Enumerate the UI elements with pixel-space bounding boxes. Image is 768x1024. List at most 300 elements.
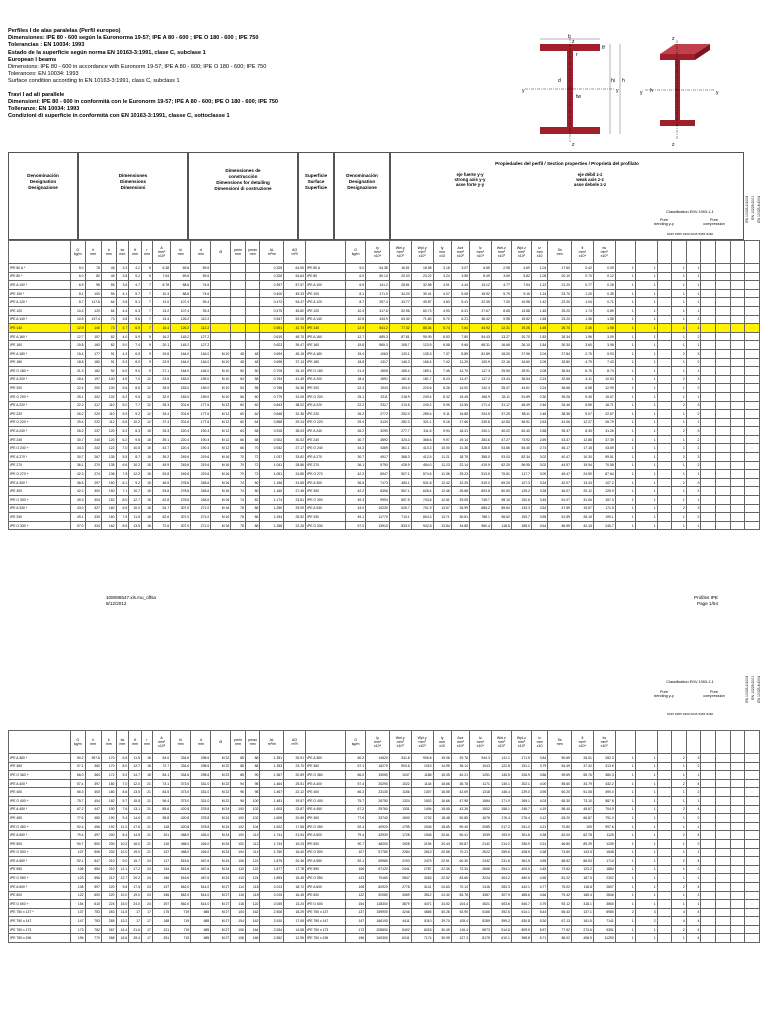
table-cell bbox=[715, 470, 730, 479]
table-cell: 412.5 bbox=[411, 453, 433, 462]
table-cell: 2 bbox=[635, 917, 657, 926]
table-row bbox=[9, 839, 760, 848]
table-cell: 331.0 bbox=[191, 788, 211, 797]
table-cell bbox=[730, 367, 745, 376]
table-cell: IPE 80 A * bbox=[9, 264, 71, 273]
table-cell: 3 bbox=[686, 754, 701, 763]
table-cell: 4 bbox=[686, 934, 701, 943]
table-cell: 15.88 bbox=[451, 410, 469, 419]
table-cell: 145.2 bbox=[171, 341, 191, 350]
table-cell: 0.547 bbox=[260, 315, 284, 324]
table-cell: 249.6 bbox=[171, 453, 191, 462]
drawing-label: tw bbox=[576, 94, 581, 100]
table-cell: 1 bbox=[635, 315, 657, 324]
table-cell: 37.39 bbox=[593, 435, 615, 444]
table-cell: 1 bbox=[615, 306, 635, 315]
table-cell: 1 bbox=[615, 771, 635, 780]
table-cell: 177.6 bbox=[191, 418, 211, 427]
table-cell bbox=[657, 857, 672, 866]
table-cell: IPE A 220 * bbox=[9, 401, 71, 410]
table-cell: 903.6 bbox=[389, 762, 411, 771]
drawing-label: hi bbox=[611, 78, 615, 84]
table-cell: 3.34 bbox=[531, 478, 547, 487]
table-cell: 12.7 bbox=[129, 496, 142, 505]
table-cell: 17.2 bbox=[129, 865, 142, 874]
table-cell: 745.7 bbox=[469, 496, 491, 505]
table-cell bbox=[730, 521, 745, 530]
table-cell: 83.66 bbox=[451, 874, 469, 883]
table-cell: IPE A 550 * bbox=[9, 857, 71, 866]
table-cell: 125.9 bbox=[593, 487, 615, 496]
table-cell: 24.52 bbox=[433, 900, 451, 909]
table-cell: 19.25 bbox=[511, 324, 531, 333]
table-cell: 74 bbox=[231, 496, 246, 505]
table-cell: 93.4 bbox=[191, 306, 211, 315]
table-row bbox=[9, 513, 760, 522]
table-header-row bbox=[9, 731, 760, 754]
table-cell bbox=[701, 762, 716, 771]
table-cell: 18.29 bbox=[284, 908, 306, 917]
table-cell: 226.9 bbox=[511, 771, 531, 780]
table-cell: IPE O 400 bbox=[306, 796, 346, 805]
table-cell: 98 bbox=[245, 788, 260, 797]
table-cell bbox=[715, 461, 730, 470]
table-cell: 1 bbox=[672, 822, 687, 831]
table-cell: 467.6 bbox=[191, 857, 211, 866]
table-cell: 118.6 bbox=[491, 521, 511, 530]
table-row bbox=[9, 349, 760, 358]
table-cell bbox=[730, 427, 745, 436]
table-cell bbox=[657, 917, 672, 926]
table-cell: 958.8 bbox=[511, 934, 531, 943]
table-cell: 1 bbox=[635, 341, 657, 350]
table-cell: 240.1 bbox=[469, 427, 491, 436]
table-cell: 45.67 bbox=[572, 805, 594, 814]
table-cell: 373.0 bbox=[171, 796, 191, 805]
table-cell: 7.00 bbox=[491, 298, 511, 307]
table-cell: 1 bbox=[635, 281, 657, 290]
table-cell: 5.0 bbox=[116, 341, 129, 350]
table-cell: 6980 bbox=[593, 908, 615, 917]
table-cell: 1.174 bbox=[260, 496, 284, 505]
table-cell bbox=[745, 496, 760, 505]
table-cell: 21 bbox=[142, 788, 153, 797]
table-cell: 16.66 bbox=[433, 779, 451, 788]
table-cell: 16.2 bbox=[152, 332, 170, 341]
table-cell: 468.0 bbox=[171, 839, 191, 848]
table-cell: 44.57 bbox=[548, 461, 572, 470]
header-dimensions-it: Dimensioni: IPE 80 - 600 in conformità con le Euronorm 19-57; IPE A 80 - 600; IPE O 180 - 600; IPE 750 bbox=[8, 98, 279, 105]
table-cell: 556 bbox=[85, 874, 101, 883]
table-cell bbox=[701, 891, 716, 900]
table-cell: 1 bbox=[615, 358, 635, 367]
table-cell: 809.9 bbox=[511, 925, 531, 934]
table-cell: 49.3 bbox=[346, 496, 366, 505]
table-cell: 719 bbox=[171, 917, 191, 926]
weak-axis-label: eje débil z-z weak axis z-z asse debole z-z bbox=[573, 172, 607, 187]
table-cell: 33.4 bbox=[152, 410, 170, 419]
table-cell: 4471 bbox=[411, 900, 433, 909]
table-cell: 276.4 bbox=[511, 814, 531, 823]
table-cell: 14.4 bbox=[116, 925, 129, 934]
table-cell: 54.49 bbox=[548, 762, 572, 771]
table-cell bbox=[730, 839, 745, 848]
table-cell bbox=[730, 814, 745, 823]
table-cell: 66 bbox=[231, 435, 246, 444]
table-cell: 36.54 bbox=[511, 375, 531, 384]
table-cell: M 10 bbox=[211, 392, 231, 401]
table-cell: 2 bbox=[672, 925, 687, 934]
table-cell: 0.28 bbox=[593, 281, 615, 290]
table-cell: 3.64 bbox=[531, 521, 547, 530]
table-cell bbox=[657, 470, 672, 479]
table-cell: 19.23 bbox=[284, 839, 306, 848]
table-cell: 146.0 bbox=[191, 349, 211, 358]
table-cell: 28.3 bbox=[152, 401, 170, 410]
table-cell bbox=[730, 435, 745, 444]
pure-bending-label: Pure bending y-y bbox=[654, 218, 674, 226]
table-cell: 2 bbox=[672, 401, 687, 410]
table-cell: 1 bbox=[672, 814, 687, 823]
table-cell: 428.9 bbox=[389, 461, 411, 470]
table-cell bbox=[657, 418, 672, 427]
table-row bbox=[9, 754, 760, 763]
table-row bbox=[9, 900, 760, 909]
ipe-table-2 bbox=[8, 730, 760, 943]
table-cell: 4 bbox=[686, 882, 701, 891]
table-cell: 24.85 bbox=[284, 470, 306, 479]
table-cell: 307.0 bbox=[171, 504, 191, 513]
table-cell: 46 bbox=[101, 272, 116, 281]
table-cell: 34.88 bbox=[451, 521, 469, 530]
table-cell bbox=[231, 264, 246, 273]
table-cell: 4 bbox=[686, 805, 701, 814]
table-cell: 92.12 bbox=[548, 900, 572, 909]
table-cell: 12.0 bbox=[116, 848, 129, 857]
table-cell: 1 bbox=[615, 392, 635, 401]
table-cell: 42930 bbox=[366, 831, 390, 840]
table-cell: 5.9 bbox=[116, 410, 129, 419]
table-cell: 1 bbox=[635, 298, 657, 307]
table-cell: 2 bbox=[615, 908, 635, 917]
table-cell bbox=[657, 435, 672, 444]
table-cell: 1.04 bbox=[531, 264, 547, 273]
table-cell: 1 bbox=[615, 384, 635, 393]
table-cell: 2 bbox=[672, 779, 687, 788]
table-cell bbox=[730, 478, 745, 487]
table-cell: 27.84 bbox=[548, 349, 572, 358]
table-cell: 404 bbox=[85, 796, 101, 805]
table-cell: 2.23 bbox=[531, 375, 547, 384]
table-cell: 12.70 bbox=[451, 367, 469, 376]
table-cell: 24 bbox=[142, 865, 153, 874]
table-cell: 18.8 bbox=[70, 358, 85, 367]
table-cell: M 24 bbox=[211, 874, 231, 883]
table-cell bbox=[231, 324, 246, 333]
table-cell: 21.3 bbox=[346, 367, 366, 376]
table-cell: 137 bbox=[152, 882, 170, 891]
table-cell: 1 bbox=[672, 281, 687, 290]
header-title-it: Travi I ad ali parallele bbox=[8, 91, 65, 98]
table-cell: IPE 180 bbox=[306, 358, 346, 367]
table-cell: 1249 bbox=[593, 839, 615, 848]
table-cell: 49.33 bbox=[284, 289, 306, 298]
table-cell bbox=[701, 349, 716, 358]
table-cell: 1 bbox=[672, 264, 687, 273]
table-cell: 146.0 bbox=[191, 358, 211, 367]
table-cell: 171.9 bbox=[511, 754, 531, 763]
table-cell: 56.59 bbox=[548, 521, 572, 530]
table-cell: 183.0 bbox=[171, 384, 191, 393]
table-cell: 45.15 bbox=[284, 349, 306, 358]
table-cell: 11.23 bbox=[433, 461, 451, 470]
table-cell: 63.20 bbox=[548, 814, 572, 823]
table-cell: 10.2 bbox=[129, 461, 142, 470]
table-cell: 1 bbox=[615, 435, 635, 444]
table-row bbox=[9, 762, 760, 771]
table-cell: 1 bbox=[672, 848, 687, 857]
table-cell: 4.21 bbox=[531, 822, 547, 831]
table-cell: 21.36 bbox=[451, 444, 469, 453]
table-cell: 7.54 bbox=[511, 281, 531, 290]
table-cell: IPE 600 bbox=[9, 891, 71, 900]
table-cell: 13.27 bbox=[491, 332, 511, 341]
table-cell: 1548 bbox=[593, 848, 615, 857]
table-cell: 7.37 bbox=[433, 349, 451, 358]
table-cell: 23.87 bbox=[284, 805, 306, 814]
table-cell: 1 bbox=[672, 874, 687, 883]
table-cell: 4.5 bbox=[116, 375, 129, 384]
table-cell: 123 bbox=[346, 874, 366, 883]
table-cell: 2 bbox=[686, 358, 701, 367]
table-cell: 1.98 bbox=[593, 324, 615, 333]
table-cell: 610 bbox=[85, 900, 101, 909]
table-cell bbox=[715, 341, 730, 350]
table-cell: 159.0 bbox=[191, 384, 211, 393]
table-cell: 161.5 bbox=[572, 917, 594, 926]
table-cell: 182 bbox=[85, 367, 101, 376]
table-cell: 53.86 bbox=[491, 444, 511, 453]
table-cell: 11.1 bbox=[116, 865, 129, 874]
table-cell: 1125 bbox=[593, 831, 615, 840]
table-cell: 27.96 bbox=[511, 349, 531, 358]
header-cell bbox=[306, 731, 346, 754]
table-cell: 341.0 bbox=[511, 822, 531, 831]
table-cell bbox=[701, 367, 716, 376]
table-cell: 21 bbox=[142, 814, 153, 823]
table-row bbox=[9, 470, 760, 479]
standard-en10025-4: EN 10025-4:2004 bbox=[757, 196, 761, 223]
table-cell: 4.01 bbox=[433, 281, 451, 290]
table-cell: 6.5 bbox=[129, 349, 142, 358]
table-cell: 1939 bbox=[469, 831, 491, 840]
table-cell: M 24 bbox=[211, 831, 231, 840]
drawing-label: z bbox=[672, 36, 675, 42]
table-cell: 190.4 bbox=[191, 435, 211, 444]
table-cell: 125.2 bbox=[511, 487, 531, 496]
table-cell: 7.64 bbox=[451, 324, 469, 333]
table-cell: 12.27 bbox=[572, 418, 594, 427]
table-cell: 1.254 bbox=[260, 513, 284, 522]
table-cell: 4 bbox=[672, 908, 687, 917]
table-cell: 15.45 bbox=[284, 874, 306, 883]
table-cell: 0.858 bbox=[260, 418, 284, 427]
table-cell: 321.1 bbox=[411, 418, 433, 427]
table-cell: 64 bbox=[101, 306, 116, 315]
table-cell: IPE 200 bbox=[306, 384, 346, 393]
table-cell: 108 bbox=[231, 934, 246, 943]
table-cell bbox=[715, 882, 730, 891]
table-cell: 1 bbox=[615, 865, 635, 874]
table-cell: 6.85 bbox=[469, 264, 491, 273]
table-cell: 45.9 bbox=[152, 461, 170, 470]
table-cell: 307.0 bbox=[171, 521, 191, 530]
table-cell: 18 bbox=[142, 762, 153, 771]
table-cell: 719 bbox=[171, 925, 191, 934]
table-cell bbox=[715, 900, 730, 909]
table-cell: 13.12 bbox=[469, 281, 491, 290]
header-cell: Wpl.z mm³ x10³ bbox=[511, 731, 531, 754]
table-cell: IPE O 220 + bbox=[9, 418, 71, 427]
table-cell: 194.3 bbox=[389, 384, 411, 393]
table-cell: 220.6 bbox=[411, 384, 433, 393]
table-cell: 37.32 bbox=[572, 762, 594, 771]
table-cell bbox=[745, 401, 760, 410]
pure-bending-label-2: Pure bending y-y bbox=[654, 690, 674, 698]
table-cell: 378.8 bbox=[191, 814, 211, 823]
table-cell: 21.20 bbox=[548, 281, 572, 290]
table-cell: 3892 bbox=[366, 435, 390, 444]
table-row bbox=[9, 925, 760, 934]
table-cell: 137 bbox=[70, 908, 85, 917]
table-cell bbox=[701, 934, 716, 943]
table-cell: 64 bbox=[101, 298, 116, 307]
table-cell: 84.5 bbox=[152, 788, 170, 797]
table-cell: 15.7 bbox=[129, 857, 142, 866]
table-cell: 16270 bbox=[366, 762, 390, 771]
table-cell: M 24 bbox=[211, 805, 231, 814]
table-cell: 49.1 bbox=[346, 513, 366, 522]
table-cell: 1.622 bbox=[260, 822, 284, 831]
table-cell: 6.31 bbox=[451, 306, 469, 315]
table-cell: 245.7 bbox=[593, 521, 615, 530]
table-cell: 82 bbox=[101, 332, 116, 341]
table-cell bbox=[657, 805, 672, 814]
table-row bbox=[9, 453, 760, 462]
table-cell: 42.3 bbox=[70, 470, 85, 479]
table-cell: 205800 bbox=[366, 925, 390, 934]
table-cell: 1 bbox=[672, 444, 687, 453]
table-cell: 2.46 bbox=[531, 401, 547, 410]
table-cell: 25.4 bbox=[129, 934, 142, 943]
table-cell: 19.14 bbox=[451, 435, 469, 444]
table-cell: 869.3 bbox=[366, 341, 390, 350]
table-cell: 20.10 bbox=[548, 272, 572, 281]
table-cell bbox=[745, 779, 760, 788]
table-cell: 165.4 bbox=[572, 891, 594, 900]
table-cell bbox=[745, 281, 760, 290]
table-cell: 519.0 bbox=[469, 478, 491, 487]
table-cell bbox=[657, 900, 672, 909]
table-cell: M 16 bbox=[211, 478, 231, 487]
table-cell: M 16 bbox=[211, 470, 231, 479]
table-cell: 43.0 bbox=[346, 504, 366, 513]
table-cell bbox=[745, 513, 760, 522]
table-cell: 170 bbox=[101, 762, 116, 771]
table-cell bbox=[730, 831, 745, 840]
table-cell bbox=[701, 805, 716, 814]
table-row bbox=[9, 272, 760, 281]
table-cell: 34.60 bbox=[511, 358, 531, 367]
table-cell: 73.92 bbox=[511, 435, 531, 444]
table-cell: 229.0 bbox=[511, 788, 531, 797]
table-cell: 22.20 bbox=[548, 298, 572, 307]
table-cell: 6.5 bbox=[116, 504, 129, 513]
table-cell bbox=[715, 375, 730, 384]
table-cell: 171.9 bbox=[491, 796, 511, 805]
table-cell: 1 bbox=[635, 478, 657, 487]
strong-axis-label: eje fuerte y-y strong axis y-y asse forte y-y bbox=[454, 172, 486, 187]
table-cell bbox=[657, 822, 672, 831]
table-cell: 122 bbox=[245, 900, 260, 909]
table-cell bbox=[701, 779, 716, 788]
table-cell: 2317 bbox=[366, 401, 390, 410]
table-cell: 34.46 bbox=[548, 401, 572, 410]
table-cell: 177.6 bbox=[191, 410, 211, 419]
table-cell: 1 bbox=[635, 461, 657, 470]
table-cell: 4.66 bbox=[531, 891, 547, 900]
table-cell: 2 bbox=[672, 882, 687, 891]
table-cell: 2 bbox=[672, 478, 687, 487]
table-cell: M 12 bbox=[211, 444, 231, 453]
table-cell bbox=[715, 427, 730, 436]
table-cell: 1 bbox=[672, 435, 687, 444]
table-cell: 87.64 bbox=[593, 470, 615, 479]
table-cell bbox=[211, 289, 231, 298]
table-cell: 47.98 bbox=[451, 796, 469, 805]
table-cell: 1 bbox=[672, 771, 687, 780]
table-cell: 17 bbox=[142, 934, 153, 943]
table-cell: 334.6 bbox=[171, 771, 191, 780]
table-cell: 202 bbox=[101, 848, 116, 857]
table-cell: 81.89 bbox=[469, 349, 491, 358]
table-cell: 22.14 bbox=[451, 461, 469, 470]
drawing-label: h bbox=[622, 78, 625, 84]
table-cell: 6241 bbox=[389, 934, 411, 943]
classification-label: Classification ENV 1993-1-1 bbox=[666, 210, 714, 214]
table-cell: 249.6 bbox=[171, 461, 191, 470]
table-cell bbox=[730, 771, 745, 780]
drawing-label: z bbox=[572, 39, 575, 45]
table-cell: 66.0 bbox=[346, 771, 366, 780]
table-cell: 1 bbox=[635, 358, 657, 367]
table-cell: 6.21 bbox=[451, 315, 469, 324]
table-cell: 49.87 bbox=[411, 298, 433, 307]
table-cell: 16.66 bbox=[433, 796, 451, 805]
table-cell: 1 bbox=[686, 264, 701, 273]
table-cell: 597 bbox=[85, 882, 101, 891]
table-cell: 7.64 bbox=[152, 272, 170, 281]
table-cell: 193.9 bbox=[491, 831, 511, 840]
table-cell: IPE A 120 * bbox=[9, 298, 71, 307]
table-cell: 753 bbox=[85, 917, 101, 926]
table-cell bbox=[701, 848, 716, 857]
table-cell: 1063 bbox=[366, 349, 390, 358]
table-cell: 259.6 bbox=[491, 848, 511, 857]
table-row bbox=[9, 384, 760, 393]
table-cell: 7 bbox=[142, 298, 153, 307]
table-cell: 1676 bbox=[469, 814, 491, 823]
